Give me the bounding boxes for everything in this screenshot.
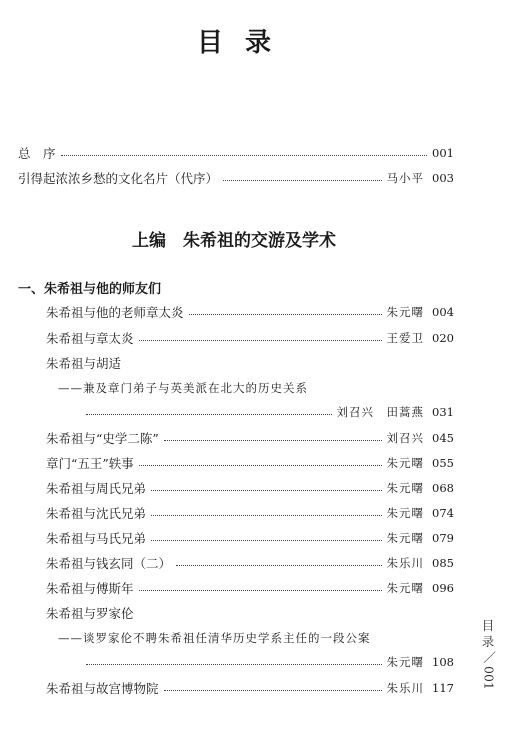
entry-author: 马小平 <box>386 171 424 185</box>
toc-entry[interactable] <box>46 503 458 523</box>
page-number: 001 <box>481 665 497 690</box>
entry-author: 朱元曙 <box>386 531 424 545</box>
entry-title: 朱希祖与钱玄同（二） <box>46 556 172 571</box>
entry-author: 刘召兴 田蒿燕 <box>336 405 424 419</box>
entry-page: 003 <box>432 171 454 185</box>
entry-title: 引得起浓浓乡愁的文化名片（代序） <box>18 171 219 186</box>
leader-dots <box>86 663 382 665</box>
entry-title: 朱希祖与沈氏兄弟 <box>46 506 147 521</box>
entry-page: 031 <box>432 405 454 419</box>
toc-entry[interactable] <box>46 453 458 473</box>
entry-subtitle: ——谈罗家伦不聘朱希祖任清华历史学系主任的一段公案 <box>58 631 371 645</box>
entry-page: 108 <box>432 655 454 669</box>
entry-page: 085 <box>432 556 454 570</box>
entry-title: 朱希祖与马氏兄弟 <box>46 531 147 546</box>
leader-dots <box>164 689 382 691</box>
leader-dots <box>176 564 381 566</box>
entry-title: 朱希祖与周氏兄弟 <box>46 481 147 496</box>
entry-author: 朱元曙 <box>386 581 424 595</box>
toc-entry[interactable] <box>46 353 458 373</box>
leader-dots <box>164 439 382 441</box>
entry-author: 朱元曙 <box>386 456 424 470</box>
entry-page: 001 <box>432 146 454 160</box>
leader-dots <box>139 339 382 341</box>
toc-entry[interactable] <box>46 553 458 573</box>
leader-dots <box>223 179 381 181</box>
entry-author: 朱元曙 <box>386 655 424 669</box>
entry-page: 074 <box>432 506 454 520</box>
entry-page: 020 <box>432 331 454 345</box>
entry-author: 刘召兴 <box>386 431 424 445</box>
entry-page: 045 <box>432 431 454 445</box>
leader-dots <box>151 489 381 491</box>
entry-title: 朱希祖与他的老师章太炎 <box>46 305 184 320</box>
entry-page: 079 <box>432 531 454 545</box>
entry-page: 096 <box>432 581 454 595</box>
entry-subtitle: ——兼及章门弟子与英美派在北大的历史关系 <box>58 381 308 395</box>
entry-author: 朱元曙 <box>386 305 424 319</box>
page-title: 目录 <box>196 28 293 58</box>
leader-dots <box>189 313 382 315</box>
leader-dots <box>61 154 427 156</box>
entry-title: 朱希祖与胡适 <box>46 356 122 371</box>
toc-entry-foreword[interactable] <box>18 168 458 188</box>
entry-title: 朱希祖与故宫博物院 <box>46 681 159 696</box>
entry-author: 王爱卫 <box>386 331 424 345</box>
entry-page: 055 <box>432 456 454 470</box>
section-title: 上编 朱希祖的交游及学术 <box>132 231 336 251</box>
leader-dots <box>139 589 382 591</box>
toc-entry[interactable] <box>46 428 458 448</box>
entry-author: 朱元曙 <box>386 481 424 495</box>
entry-title: 章门“五王”轶事 <box>46 456 134 471</box>
leader-dots <box>151 539 381 541</box>
entry-page: 117 <box>432 681 454 695</box>
toc-entry-preface[interactable] <box>18 143 458 163</box>
entry-author: 朱元曙 <box>386 506 424 520</box>
entry-author: 朱乐川 <box>386 681 424 695</box>
toc-entry[interactable] <box>46 603 458 623</box>
toc-entry[interactable] <box>46 578 458 598</box>
running-footer-separator: ／ <box>481 651 497 664</box>
running-footer-label: 目录 <box>481 618 495 649</box>
leader-dots <box>139 464 382 466</box>
entry-title: 朱希祖与“史学二陈” <box>46 431 159 446</box>
running-footer <box>481 618 495 690</box>
entry-page: 004 <box>432 305 454 319</box>
toc-entry-continuation[interactable] <box>86 652 458 672</box>
entry-page: 068 <box>432 481 454 495</box>
leader-dots <box>86 413 332 415</box>
toc-entry[interactable] <box>46 528 458 548</box>
toc-entry[interactable] <box>46 678 458 698</box>
subsection-title: 一、朱希祖与他的师友们 <box>18 282 162 297</box>
entry-author: 朱乐川 <box>386 556 424 570</box>
entry-title: 朱希祖与章太炎 <box>46 331 134 346</box>
leader-dots <box>151 514 381 516</box>
entry-title: 总 序 <box>18 146 56 161</box>
toc-entry[interactable] <box>46 478 458 498</box>
entry-title: 朱希祖与傅斯年 <box>46 581 134 596</box>
entry-title: 朱希祖与罗家伦 <box>46 606 134 621</box>
toc-entry-continuation[interactable] <box>86 402 458 422</box>
toc-entry[interactable] <box>46 328 458 348</box>
toc-entry[interactable] <box>46 302 458 322</box>
